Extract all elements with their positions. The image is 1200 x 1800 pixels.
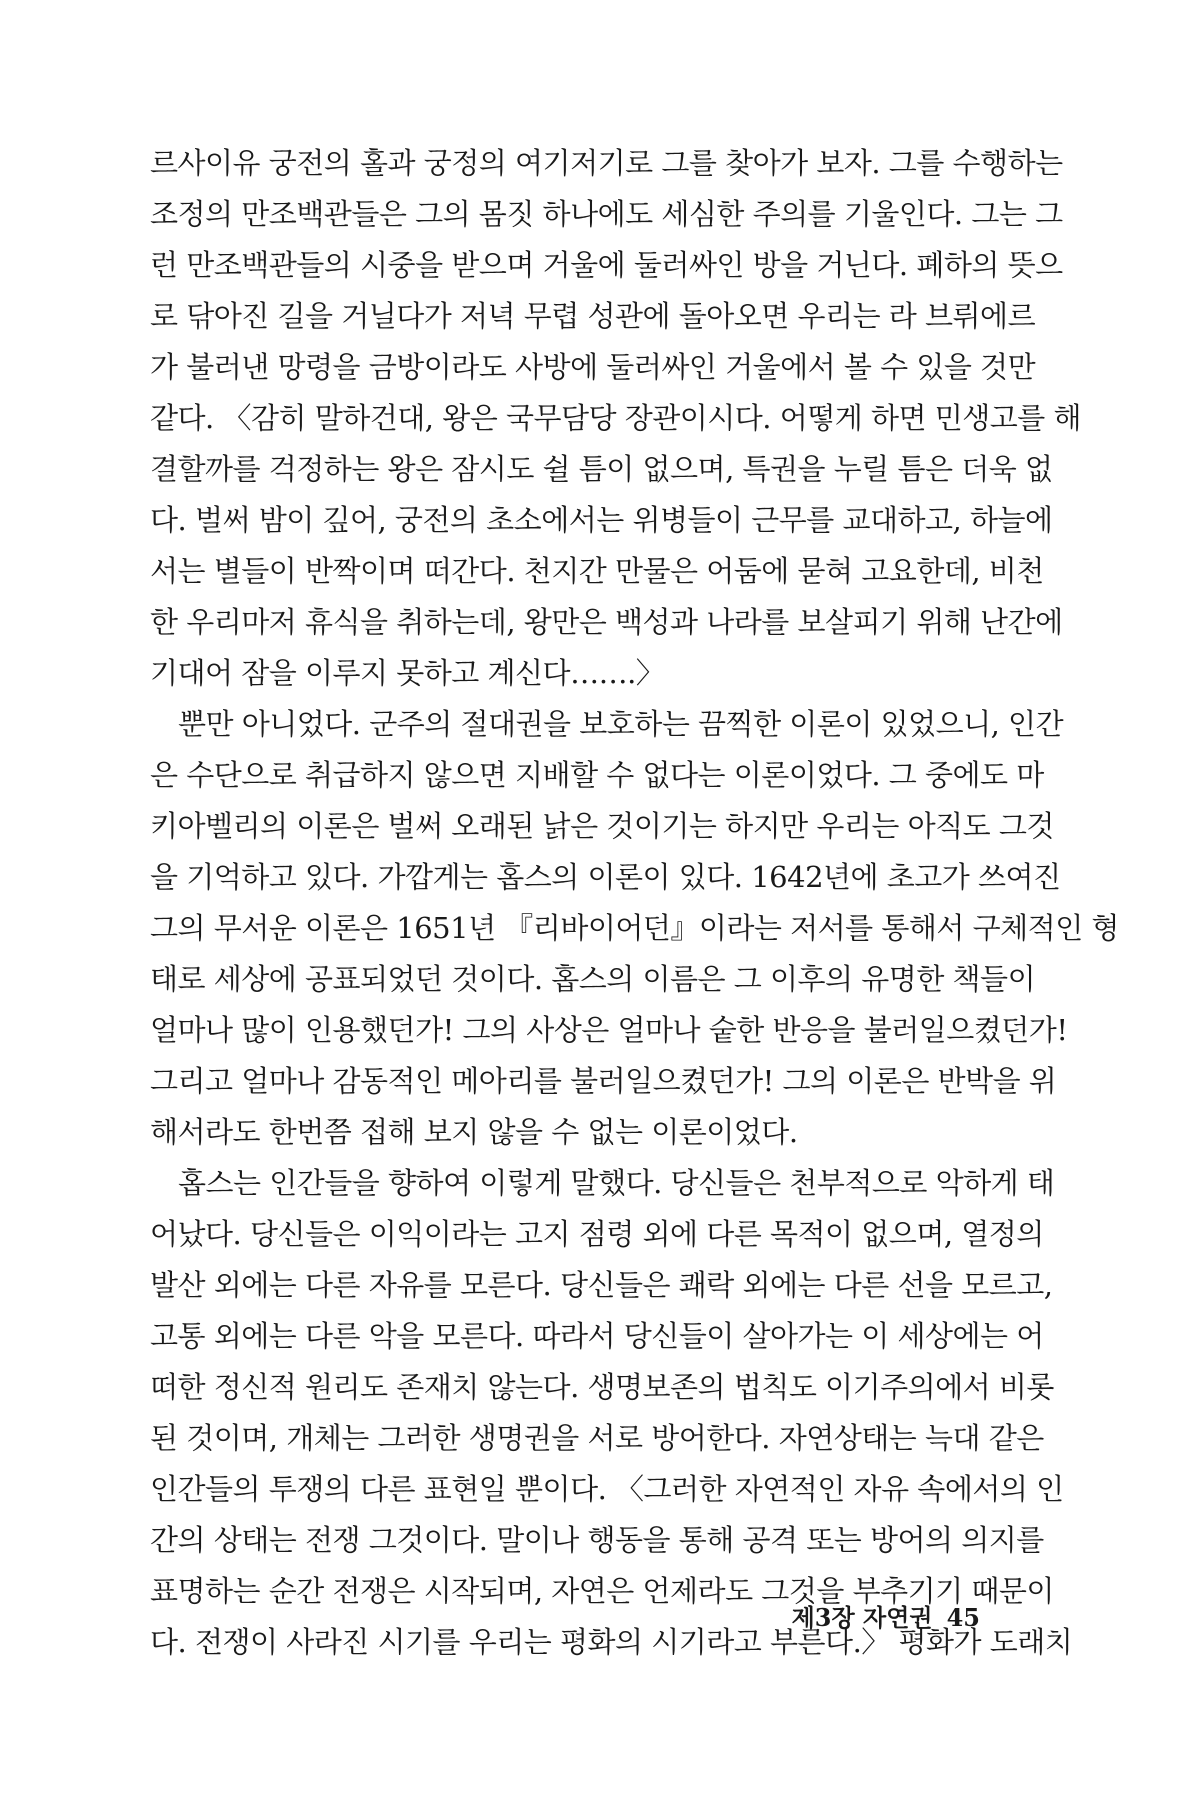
text-line: 르사이유 궁전의 홀과 궁정의 여기저기로 그를 찾아가 보자. 그를 수행하는 — [150, 146, 1063, 180]
page-body — [150, 138, 1119, 1668]
text-line: 그의 무서운 이론은 1651년 『리바이어던』이라는 저서를 통해서 구체적인 형 — [150, 911, 1119, 945]
text-line: 된 것이며, 개체는 그러한 생명권을 서로 방어한다. 자연상태는 늑대 같은 — [150, 1421, 1044, 1455]
text-line: 떠한 정신적 원리도 존재치 않는다. 생명보존의 법칙도 이기주의에서 비롯 — [150, 1370, 1054, 1404]
paragraph-2 — [150, 699, 1119, 1158]
text-line: 홉스는 인간들을 향하여 이렇게 말했다. 당신들은 천부적으로 악하게 태 — [178, 1166, 1055, 1200]
text-line: 같다. 〈감히 말하건대, 왕은 국무담당 장관이시다. 어떻게 하면 민생고를 해 — [150, 401, 1082, 435]
text-line: 다. 벌써 밤이 깊어, 궁전의 초소에서는 위병들이 근무를 교대하고, 하늘에 — [150, 503, 1053, 537]
text-line: 얼마나 많이 인용했던가! 그의 사상은 얼마나 숱한 반응을 불러일으켰던가! — [150, 1013, 1068, 1047]
text-line: 간의 상태는 전쟁 그것이다. 말이나 행동을 통해 공격 또는 방어의 의지를 — [150, 1523, 1044, 1557]
text-line: 어났다. 당신들은 이익이라는 고지 점령 외에 다른 목적이 없으며, 열정의 — [150, 1217, 1044, 1251]
text-line: 은 수단으로 취급하지 않으면 지배할 수 없다는 이론이었다. 그 중에도 마 — [150, 758, 1044, 792]
text-line: 발산 외에는 다른 자유를 모른다. 당신들은 쾌락 외에는 다른 선을 모르고, — [150, 1268, 1053, 1302]
text-line: 해서라도 한번쯤 접해 보지 않을 수 없는 이론이었다. — [150, 1115, 798, 1149]
text-line: 표명하는 순간 전쟁은 시작되며, 자연은 언제라도 그것을 부추기기 때문이 — [150, 1574, 1054, 1608]
page-number: 45 — [946, 1603, 980, 1632]
text-line: 조정의 만조백관들은 그의 몸짓 하나에도 세심한 주의를 기울인다. 그는 그 — [150, 197, 1063, 231]
paragraph-1 — [150, 138, 1082, 699]
text-line: 서는 별들이 반짝이며 떠간다. 천지간 만물은 어둠에 묻혀 고요한데, 비천 — [150, 554, 1044, 588]
text-line: 한 우리마저 휴식을 취하는데, 왕만은 백성과 나라를 보살피기 위해 난간에 — [150, 605, 1063, 639]
text-line: 결할까를 걱정하는 왕은 잠시도 쉴 틈이 없으며, 특권을 누릴 틈은 더욱 없 — [150, 452, 1053, 486]
text-line: 고통 외에는 다른 악을 모른다. 따라서 당신들이 살아가는 이 세상에는 어 — [150, 1319, 1044, 1353]
chapter-title: 제3장 자연권 — [791, 1603, 933, 1632]
text-line: 가 불러낸 망령을 금방이라도 사방에 둘러싸인 거울에서 볼 수 있을 것만 — [150, 350, 1036, 384]
text-line: 을 기억하고 있다. 가깝게는 홉스의 이론이 있다. 1642년에 초고가 쓰여진 — [150, 860, 1061, 894]
text-line: 인간들의 투쟁의 다른 표현일 뿐이다. 〈그러한 자연적인 자유 속에서의 인 — [150, 1472, 1064, 1506]
text-line: 뿐만 아니었다. 군주의 절대권을 보호하는 끔찍한 이론이 있었으니, 인간 — [178, 707, 1064, 741]
text-line: 다. 전쟁이 사라진 시기를 우리는 평화의 시기라고 부른다.〉 평화가 도래치 — [150, 1625, 1073, 1659]
text-line: 키아벨리의 이론은 벌써 오래된 낡은 것이기는 하지만 우리는 아직도 그것 — [150, 809, 1054, 843]
text-line: 태로 세상에 공표되었던 것이다. 홉스의 이름은 그 이후의 유명한 책들이 — [150, 962, 1036, 996]
text-line: 런 만조백관들의 시중을 받으며 거울에 둘러싸인 방을 거닌다. 폐하의 뜻으 — [150, 248, 1063, 282]
text-line: 기대어 잠을 이루지 못하고 계신다…….〉 — [150, 656, 665, 690]
paragraph-3 — [150, 1158, 1073, 1668]
page-footer — [792, 1598, 980, 1633]
text-line: 로 닦아진 길을 거닐다가 저녁 무렵 성관에 돌아오면 우리는 라 브뤼에르 — [150, 299, 1036, 333]
text-line: 그리고 얼마나 감동적인 메아리를 불러일으켰던가! 그의 이론은 반박을 위 — [150, 1064, 1057, 1098]
